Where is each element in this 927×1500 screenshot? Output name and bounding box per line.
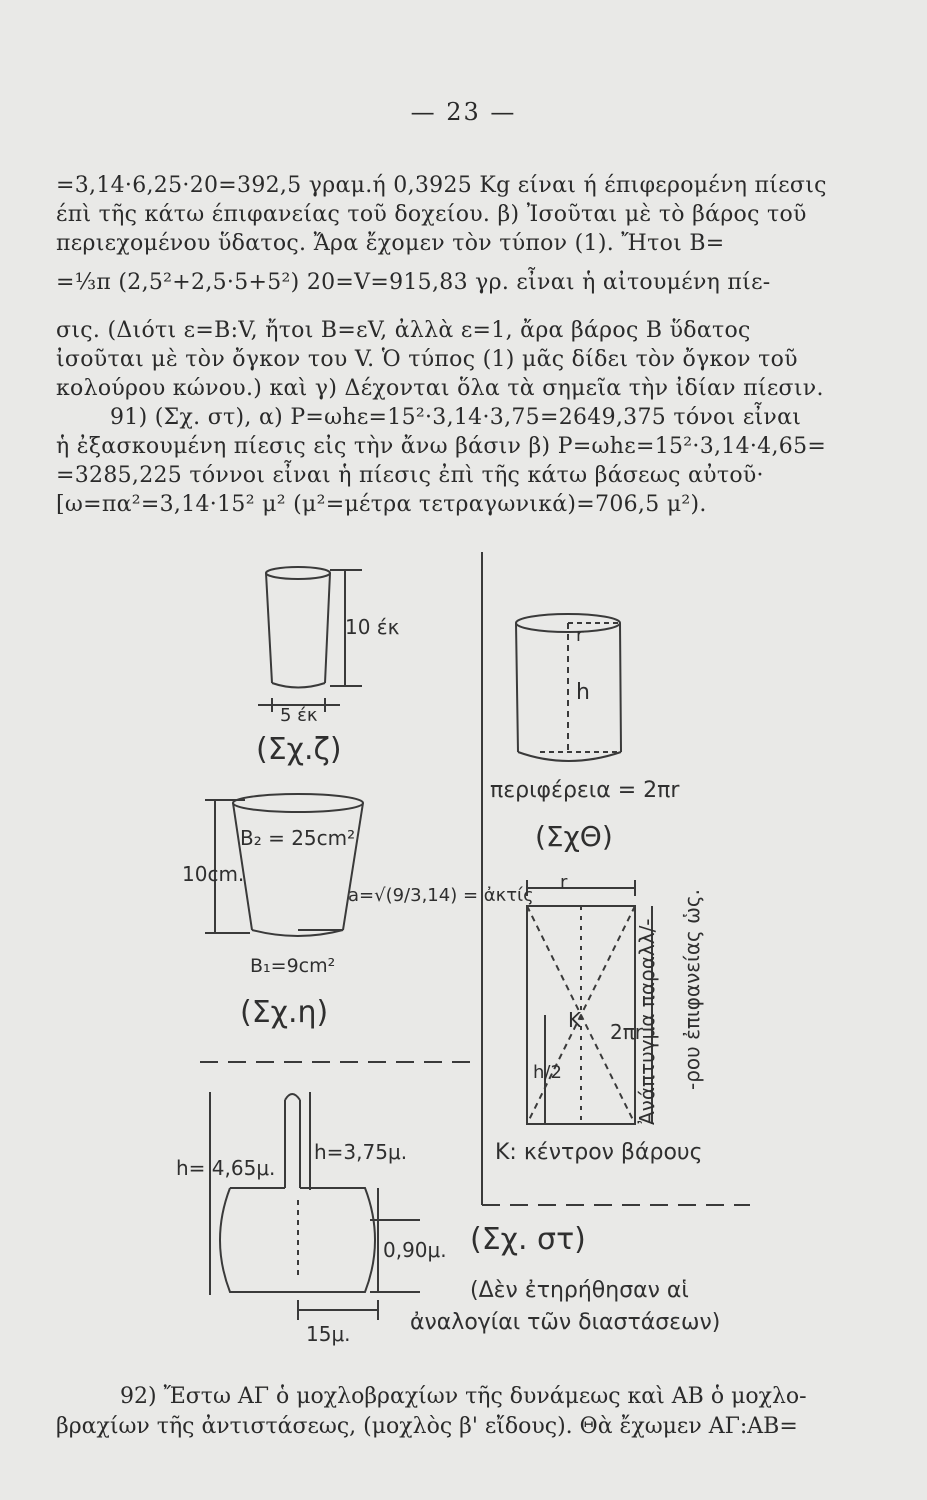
st-090-label: 0,90μ.: [383, 1238, 447, 1262]
page-number: — 23 —: [410, 98, 517, 126]
theta-r2-label: r: [560, 872, 568, 893]
theta-K-note: K: κέντρον βάρους: [495, 1140, 703, 1165]
eta-radius-label: a=√(9/3,14) = ἀκτίς: [348, 885, 534, 906]
zeta-width-label: 5 έκ: [280, 705, 318, 726]
st-note-1: (Δὲν ἐτηρήθησαν αἱ: [470, 1278, 689, 1303]
text-line-2: έπὶ τῆς κάτω έπιφανείας τοῦ δοχείου. β) Ἰσοῦται μὲ τὸ βάρος τοῦ: [56, 202, 807, 227]
eta-caption: (Σχ.η): [240, 995, 329, 1030]
zeta-height-label: 10 έκ: [345, 615, 400, 639]
theta-r-label: r: [576, 625, 584, 646]
text-line-4: =⅓π (2,5²+2,5·5+5²) 20=V=915,83 γρ. εἶναι ἡ αἰτουμένη πίε-: [56, 270, 771, 295]
bottom-line-1: 92) Ἔστω ΑΓ ὁ μοχλοβραχίων τῆς δυνάμεως καὶ ΑΒ ὁ μοχλο-: [120, 1384, 807, 1409]
st-tube: [285, 1094, 300, 1188]
theta-vertical-note-1: Ἀνάπτυγμα παραλλ/-: [635, 918, 659, 1125]
theta-vertical-note-2: -ρου ἐπιφανείας ὡς.: [680, 889, 704, 1090]
eta-bottom-label: B₁=9cm²: [250, 955, 336, 977]
text-line-10: =3285,225 τόννοι εἶναι ἡ πίεσις ἐπὶ τῆς κάτω βάσεως αὐτοῦ·: [56, 463, 764, 488]
zeta-caption: (Σχ.ζ): [256, 732, 342, 767]
theta-h2-label: h/2: [533, 1062, 562, 1083]
st-caption: (Σχ. στ): [470, 1222, 586, 1257]
theta-2pr-label: 2πr: [610, 1020, 643, 1044]
text-line-9: ἡ ἐξασκουμένη πίεσις εἰς τὴν ἄνω βάσιν β) P=ωhε=15²·3,14·4,65=: [56, 434, 827, 459]
st-15-label: 15μ.: [306, 1322, 351, 1346]
bottom-line-2: βραχίων τῆς ἀντιστάσεως, (μοχλὸς β' εἴδους). Θὰ ἔχωμεν ΑΓ:ΑΒ=: [56, 1414, 798, 1439]
theta-K-label: K: [568, 1008, 582, 1032]
eta-body: [233, 803, 363, 936]
theta-perimeter-label: περιφέρεια = 2πr: [490, 778, 680, 803]
theta-h-label: h: [576, 680, 590, 705]
theta-dim-width: [527, 880, 635, 896]
text-line-5: σις. (Διότι ε=B:V, ἤτοι B=εV, ἀλλὰ ε=1, ἄρα βάρος B ὕδατος: [56, 318, 751, 343]
zeta-top-ellipse: [266, 567, 330, 579]
st-h1-label: h= 4,65μ.: [176, 1156, 276, 1180]
eta-top-ellipse: [233, 794, 363, 812]
st-tank-center: [230, 1200, 365, 1292]
st-h2-label: h=3,75μ.: [314, 1140, 408, 1164]
eta-top-label: B₂ = 25cm²: [240, 826, 356, 850]
st-dim-15: [298, 1300, 378, 1320]
text-line-8: 91) (Σχ. στ), α) P=ωhε=15²·3,14·3,75=2649,375 τόνοι εἶναι: [110, 405, 802, 430]
zeta-body: [266, 573, 330, 688]
text-line-1: =3,14·6,25·20=392,5 γραμ.ή 0,3925 Kg είναι ή έπιφερομένη πίεσις: [56, 173, 827, 198]
eta-height-label: 10cm.: [182, 862, 245, 886]
text-line-11: [ω=πα²=3,14·15² μ² (μ²=μέτρα τετραγωνικά)=706,5 μ²).: [56, 492, 707, 517]
theta-caption: (ΣχΘ): [535, 820, 613, 853]
text-line-3: περιεχομένου ὕδατος. Ἄρα ἔχομεν τὸν τύπον (1). Ἤτοι B=: [56, 231, 725, 256]
text-line-7: κολούρου κώνου.) καὶ γ) Δέχονται ὅλα τὰ σημεῖα τὴν ἰδίαν πίεσιν.: [56, 376, 824, 401]
text-line-6: ἰσοῦται μὲ τὸν ὄγκον του V. Ὁ τύπος (1) μᾶς δίδει τὸν ὄγκον τοῦ: [56, 347, 798, 372]
st-note-2: ἀναλογίαι τῶν διαστάσεων): [410, 1310, 721, 1335]
